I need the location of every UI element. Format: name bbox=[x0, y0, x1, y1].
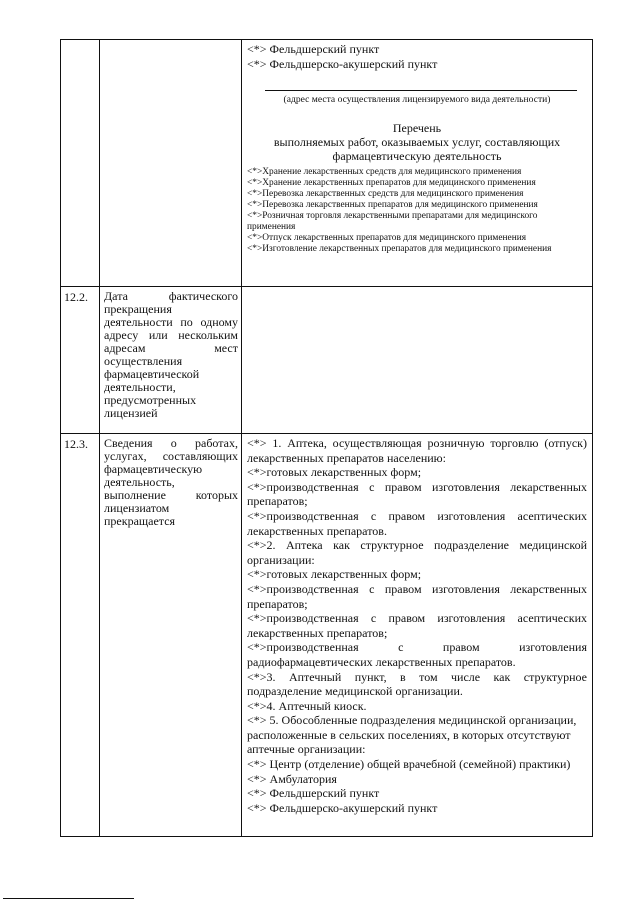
list-item: <*>производственная с правом изготовления лекарственных препаратов; bbox=[247, 581, 587, 611]
list-item: <*> 5. Обособленные подразделения медицинской организации, расположенные в сельских поселениях, в которых отсутствуют аптечные организации: bbox=[247, 713, 577, 757]
title-line: Перечень bbox=[392, 121, 442, 135]
row-description: Дата фактического прекращения деятельности по одному адресу или нескольким адресам мест осуществления фармацевтической деятельности, предусмотренных лицензией bbox=[104, 289, 238, 420]
list-item: <*>готовых лекарственных форм; bbox=[247, 465, 422, 480]
list-item: <*>Отпуск лекарственных препаратов для медицинского применения bbox=[247, 233, 527, 243]
list-item: <*>Хранение лекарственных препаратов для медицинского применения bbox=[247, 178, 536, 188]
list-item: <*>3. Аптечный пункт, в том числе как структурное подразделение медицинской организации. bbox=[247, 669, 587, 699]
description-cell bbox=[100, 40, 242, 287]
title-line: фармацевтическую деятельность bbox=[332, 149, 502, 163]
list-item: <*> Фельдшерский пункт bbox=[247, 42, 380, 56]
row-value bbox=[242, 287, 592, 289]
list-item: <*> Центр (отделение) общей врачебной (семейной) практики) bbox=[247, 757, 571, 772]
list-item: <*>Изготовление лекарственных препаратов для медицинского применения bbox=[247, 244, 552, 254]
number-cell bbox=[61, 287, 100, 434]
list-item: <*> Амбулатория bbox=[247, 771, 337, 786]
row-number: 12.2. bbox=[64, 290, 88, 304]
list-item: <*>производственная с правом изготовления асептических лекарственных препаратов; bbox=[247, 611, 587, 640]
list-item: <*>Розничная торговля лекарственными препаратами для медицинского применения bbox=[247, 211, 538, 232]
footnote-separator bbox=[3, 898, 134, 899]
list-item: <*>2. Аптека как структурное подразделение медицинской организации: bbox=[247, 538, 587, 567]
list-item: <*>производственная с правом изготовления радиофармацевтических лекарственных препаратов. bbox=[247, 640, 587, 669]
list-item: <*>Хранение лекарственных средств для медицинского применения bbox=[247, 167, 522, 177]
value-cell bbox=[242, 434, 593, 837]
title-line: выполняемых работ, оказываемых услуг, составляющих bbox=[273, 135, 561, 149]
list-item: <*>производственная с правом изготовления лекарственных препаратов; bbox=[247, 479, 587, 509]
works-list bbox=[247, 167, 587, 255]
list-item: <*> 1. Аптека, осуществляющая розничную торговлю (отпуск) лекарственных препаратов населению: bbox=[247, 436, 587, 465]
table-row bbox=[61, 40, 593, 287]
address-line bbox=[265, 90, 577, 91]
row-description: Сведения о работах, услугах, составляющих фармацевтическую деятельность, выполнение которых лицензиатом прекращается bbox=[104, 436, 238, 528]
list-item: <*>Перевозка лекарственных препаратов для медицинского применения bbox=[247, 200, 538, 210]
value-cell bbox=[242, 40, 593, 287]
list-item: <*> Фельдшерско-акушерский пункт bbox=[247, 800, 438, 815]
list-item: <*>Перевозка лекарственных средств для медицинского применения bbox=[247, 189, 524, 199]
subdivision-list bbox=[247, 42, 587, 72]
description-cell bbox=[100, 434, 242, 837]
application-form-table bbox=[60, 39, 593, 837]
value-cell bbox=[242, 287, 593, 434]
works-list-title bbox=[247, 121, 587, 163]
list-item: <*> Фельдшерско-акушерский пункт bbox=[247, 57, 438, 71]
list-item: <*>производственная с правом изготовления асептических лекарственных препаратов. bbox=[247, 508, 587, 538]
list-item: <*>4. Аптечный киоск. bbox=[247, 698, 367, 713]
description-cell bbox=[100, 287, 242, 434]
address-caption: (адрес места осуществления лицензируемого вида деятельности) bbox=[283, 94, 551, 105]
table-row bbox=[61, 287, 593, 434]
list-item: <*> Фельдшерский пункт bbox=[247, 786, 380, 801]
list-item: <*>готовых лекарственных форм; bbox=[247, 567, 422, 582]
number-cell bbox=[61, 40, 100, 287]
pharmacy-works-list bbox=[242, 434, 592, 815]
table-row bbox=[61, 434, 593, 837]
row-number: 12.3. bbox=[64, 437, 88, 451]
number-cell bbox=[61, 434, 100, 837]
